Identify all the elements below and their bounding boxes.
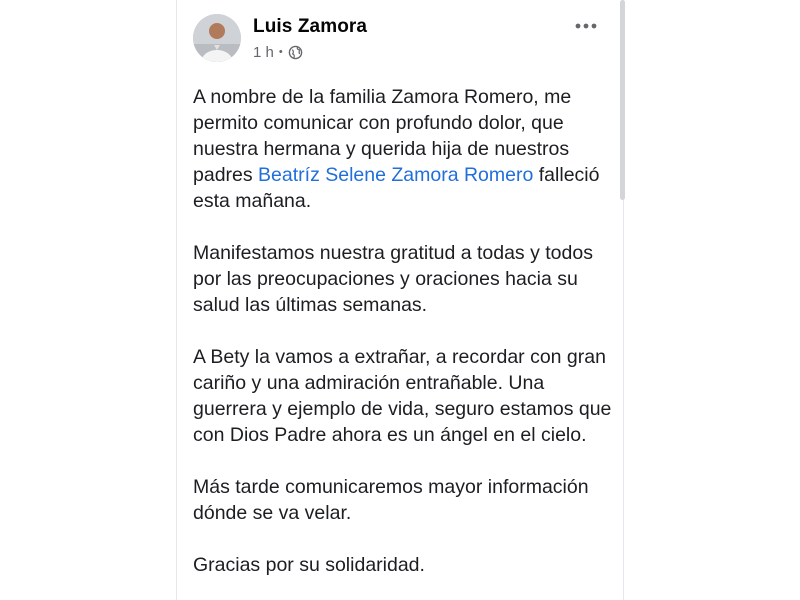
paragraph-1-text-start: A nombre de la familia Zamora Romero, me permito comunicar con profundo dolor, que nuestra hermana y querida hija de nuestros padres — [193, 86, 572, 186]
post-paragraph-3: A Bety la vamos a extrañar, a recordar con gran cariño y una admiración entrañable. Una guerrera y ejemplo de vida, seguro estamos que con Dios Padre ahora es un ángel en el cielo. — [193, 346, 612, 446]
post-paragraph-4: Más tarde comunicaremos mayor información dónde se va velar. — [193, 476, 589, 524]
paragraph-1-text-end: falleció esta mañana. — [193, 164, 600, 212]
post-header — [193, 14, 607, 70]
author-name[interactable]: Luis Zamora — [253, 16, 368, 37]
post-paragraph-2: Manifestamos nuestra gratitud a todas y todos por las preocupaciones y oraciones hacia su salud las últimas semanas. — [193, 242, 593, 316]
post-paragraph-5: Gracias por su solidaridad. — [193, 554, 425, 576]
scrollbar[interactable] — [620, 0, 625, 200]
avatar[interactable] — [193, 14, 241, 62]
post-card — [176, 0, 624, 600]
avatar-photo — [193, 14, 241, 62]
post-time[interactable]: 1 h — [253, 43, 274, 61]
post-body — [193, 84, 613, 600]
post-meta — [253, 42, 303, 62]
post-paragraph-1 — [193, 84, 613, 214]
ellipsis-icon[interactable] — [571, 14, 601, 38]
meta-separator: • — [278, 46, 283, 58]
mention-link[interactable]: Beatríz Selene Zamora Romero — [258, 164, 534, 186]
globe-icon[interactable] — [288, 45, 303, 60]
